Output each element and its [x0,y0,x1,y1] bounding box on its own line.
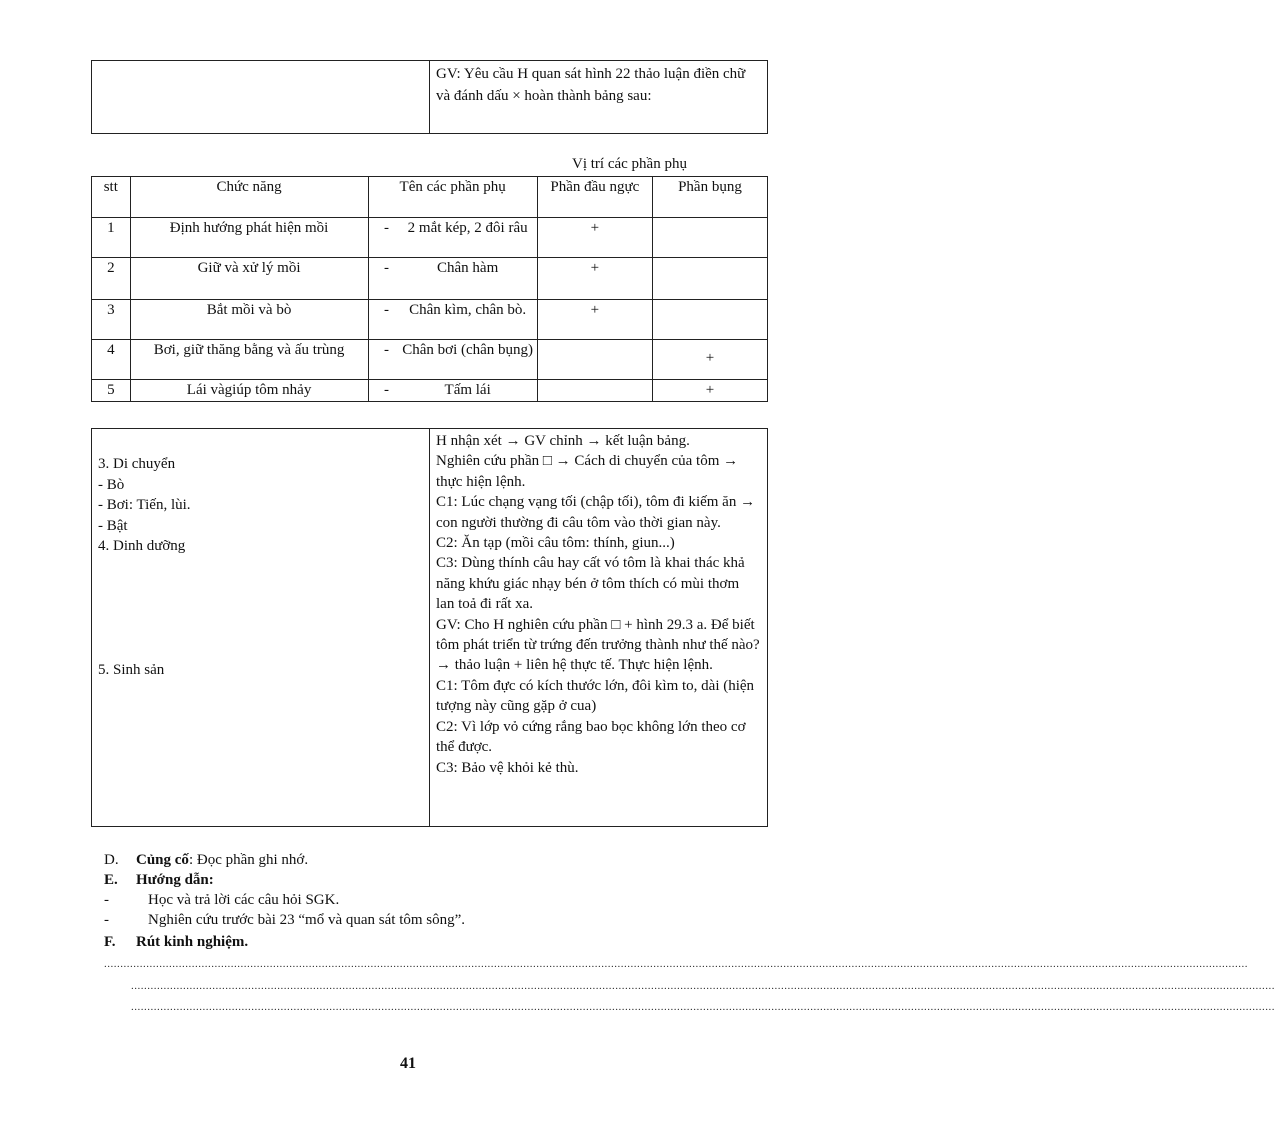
section-d [104,850,308,870]
top-box [91,60,768,134]
top-box-instruction: GV: Yêu cầu H quan sát hình 22 thảo luận điền chữ và đánh dấu × hoàn thành bảng sau: [436,66,746,104]
notes-dotted-line: ................................................................................................................................................................................................................................................................................................................................................................ [131,1001,1275,1013]
header-function: Chức năng [130,177,368,218]
row-dash: - [384,382,389,398]
row-part: Chân kìm, chân bò. [409,302,527,318]
row-part-cell [368,380,537,402]
notes-dotted-line: ................................................................................................................................................................................................................................................................................................................................................................ [131,980,1275,992]
row-head-mark [537,380,652,402]
lesson-content-column [92,429,430,826]
appendages-table [91,176,768,402]
row-part-cell [368,258,537,300]
header-abdomen: Phần bụng [652,177,767,218]
row-stt: 5 [92,380,131,402]
row-belly-mark [652,300,767,340]
activity-line: C1: Tôm đực có kích thước lớn, đôi kìm to, dài (hiện tượng này cũng gặp ở cua) [436,677,755,715]
nutrition-title: 4. Dinh dưỡng [98,538,186,554]
row-dash: - [384,260,389,276]
table-row [92,218,768,258]
row-stt: 1 [92,218,131,258]
section-d-text: : Đọc phần ghi nhớ. [188,852,309,868]
header-head-thorax: Phần đầu ngực [537,177,652,218]
row-part-cell [368,300,537,340]
section-e [104,870,214,890]
activity-line: C2: Vì lớp vỏ cứng rắng bao bọc không lớn theo cơ thể được. [436,718,746,756]
section-e-title: Hướng dẫn: [136,872,214,888]
page-number: 41 [400,1055,416,1072]
row-stt: 4 [92,340,131,380]
table-row [92,340,768,380]
section-f-title: Rút kinh nghiệm. [136,934,249,950]
activity-line: GV: Cho H nghiên cứu phần □ + hình 29.3 a. Để biết tôm phát triển từ trứng đến trưởng thành như thế nào? → thảo luận + liên hệ thực tế. Thực hiện lệnh. [436,616,760,674]
row-function: Định hướng phát hiện mồi [130,218,368,258]
lesson-box [91,428,768,827]
table-row [92,258,768,300]
row-belly-mark: + [652,340,767,380]
row-stt: 3 [92,300,131,340]
positions-header: Vị trí các phần phụ [572,156,687,172]
activity-line: C3: Bảo vệ khỏi kẻ thù. [436,759,579,776]
row-function: Bơi, giữ thăng bằng và ấu trùng [130,340,368,380]
row-belly-mark [652,218,767,258]
guidance-text: Học và trả lời các câu hỏi SGK. [148,892,340,908]
row-part: 2 mắt kép, 2 đôi râu [407,220,528,236]
guidance-text: Nghiên cứu trước bài 23 “mổ và quan sát tôm sông”. [148,912,466,928]
row-dash: - [384,342,389,358]
move-item: - Bật [98,518,128,534]
guidance-item: - Học và trả lời các câu hỏi SGK. [104,892,340,908]
table-row [92,380,768,402]
section-e-label: E. [104,872,118,888]
notes-dotted-line: ................................................................................................................................................................................................................................................................................................................................................................ [104,958,1248,970]
row-part: Chân bơi (chân bụng) [402,342,534,358]
activity-line: C3: Dùng thính câu hay cất vó tôm là khai thác khả năng khứu giác nhạy bén ở tôm thích có mùi thơm lan toả đi rất xa. [436,555,745,613]
row-head-mark: + [537,218,652,258]
table-row [92,300,768,340]
row-head-mark: + [537,300,652,340]
row-part-cell [368,218,537,258]
header-parts: Tên các phần phụ [368,177,537,218]
move-item: - Bò [98,477,125,493]
row-part: Chân hàm [437,260,499,276]
activity-line: C1: Lúc chạng vạng tối (chập tối), tôm đi kiếm ăn → con người thường đi câu tôm vào thời gian này. [436,494,756,531]
activity-line: H nhận xét → GV chỉnh → kết luận bảng. [436,433,690,449]
section-d-label: D. [104,852,119,868]
row-function: Giữ và xử lý mồi [130,258,368,300]
row-stt: 2 [92,258,131,300]
activity-line: Nghiên cứu phần □ → Cách di chuyển của tôm → thực hiện lệnh. [436,453,739,490]
row-head-mark [537,340,652,380]
top-box-left-cell [92,61,430,133]
header-stt: stt [92,177,131,218]
row-belly-mark [652,258,767,300]
activity-line: C2: Ăn tạp (mồi câu tôm: thính, giun...) [436,535,675,552]
teacher-activity-column [430,429,767,826]
section-f [104,932,248,952]
row-function: Bắt mồi và bò [130,300,368,340]
row-head-mark: + [537,258,652,300]
row-dash: - [384,302,389,318]
guidance-item: - Nghiên cứu trước bài 23 “mổ và quan sát tôm sông”. [104,912,466,928]
row-belly-mark: + [652,380,767,402]
section-f-label: F. [104,934,116,950]
row-dash: - [384,220,389,236]
reproduction-title: 5. Sinh sản [98,662,165,678]
move-item: - Bơi: Tiến, lùi. [98,497,191,513]
move-title: 3. Di chuyển [98,456,176,472]
row-function: Lái vàgiúp tôm nhảy [130,380,368,402]
table-header-row [92,177,768,218]
row-part-cell [368,340,537,380]
section-d-title: Củng cố [136,852,189,868]
row-part: Tấm lái [444,382,491,398]
